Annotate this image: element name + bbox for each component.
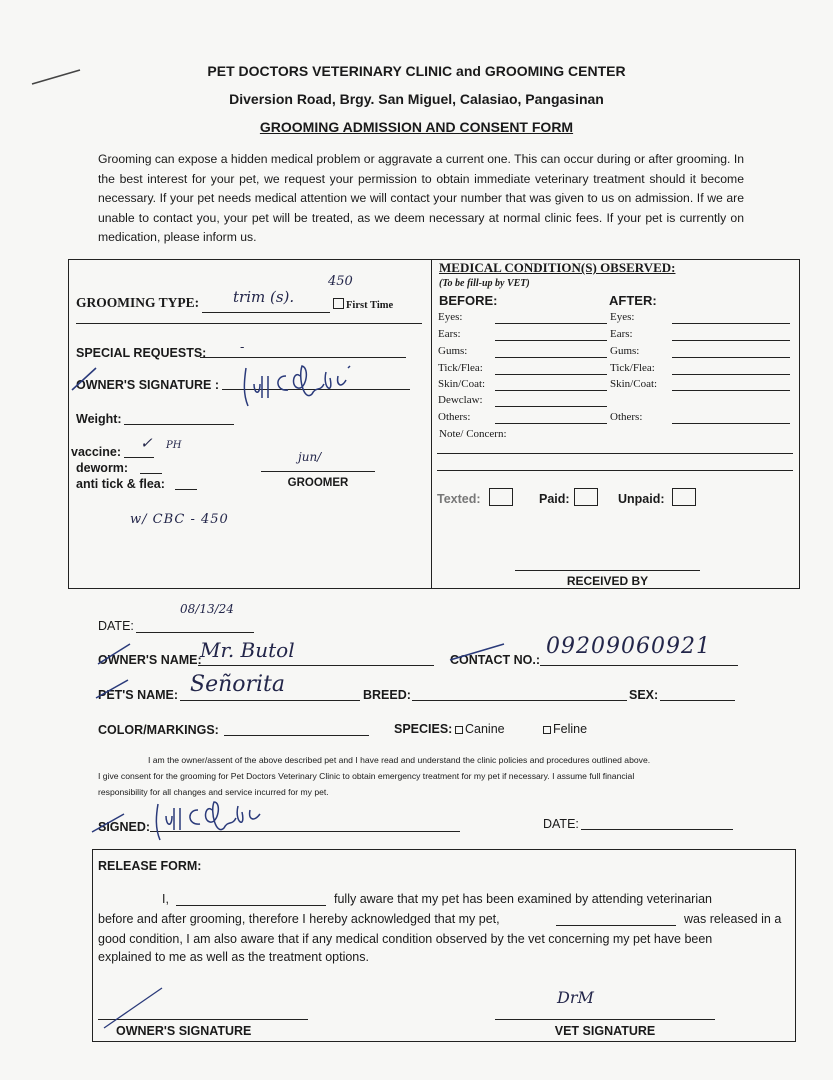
special-requests-label: SPECIAL REQUESTS: bbox=[76, 346, 207, 360]
grooming-type-line bbox=[202, 312, 330, 313]
before-field-label: Others: bbox=[438, 411, 471, 423]
release-line-4: explained to me as well as the treatment options. bbox=[98, 950, 369, 964]
after-field-line[interactable] bbox=[672, 423, 790, 424]
after-field-line[interactable] bbox=[672, 390, 790, 391]
groomer-line bbox=[261, 471, 375, 472]
first-time-label: First Time bbox=[346, 300, 394, 311]
after-field-label: Others: bbox=[610, 411, 643, 423]
paid-label: Paid: bbox=[539, 492, 570, 506]
special-requests-value[interactable]: - bbox=[240, 340, 245, 355]
first-time-option[interactable] bbox=[333, 298, 393, 311]
signed-signature-scribble[interactable] bbox=[150, 800, 300, 844]
release-line-3: good condition, I am also aware that if any medical condition observed by the vet concerning my pet have been bbox=[98, 932, 713, 946]
box-divider bbox=[431, 260, 432, 589]
after-field-label: Skin/Coat: bbox=[610, 378, 658, 390]
date-label: DATE: bbox=[98, 619, 134, 633]
signed-tick bbox=[90, 810, 130, 836]
groomer-initials[interactable]: jun/ bbox=[298, 450, 322, 464]
clinic-address: Diversion Road, Brgy. San Miguel, Calasiao, Pangasinan bbox=[229, 91, 604, 107]
consent-line-2: I give consent for the grooming for Pet Doctors Veterinary Clinic to obtain emergency treatment for my pet if necessary. I assume full financial bbox=[98, 771, 635, 781]
checkmark-stroke bbox=[70, 364, 100, 394]
consent-line-1: I am the owner/assent of the above described pet and I have read and understand the clinic policies and procedures outlined above. bbox=[148, 755, 651, 765]
after-field-line[interactable] bbox=[672, 357, 790, 358]
date-value[interactable]: 08/13/24 bbox=[180, 602, 234, 616]
owner-signature-release-label: OWNER'S SIGNATURE bbox=[116, 1024, 252, 1038]
received-by-label: RECEIVED BY bbox=[566, 574, 649, 588]
unpaid-label: Unpaid: bbox=[618, 492, 665, 506]
date2-label: DATE: bbox=[543, 817, 579, 831]
clinic-name: PET DOCTORS VETERINARY CLINIC and GROOMING CENTER bbox=[207, 63, 626, 79]
before-field-label: Ears: bbox=[438, 328, 461, 340]
before-field-line[interactable] bbox=[495, 406, 607, 407]
breed-label: BREED: bbox=[363, 688, 411, 702]
release-name-line[interactable] bbox=[176, 905, 326, 906]
anti-tick-line bbox=[175, 489, 197, 490]
deworm-label: deworm: bbox=[76, 461, 129, 475]
release-line2-post: was released in a bbox=[684, 912, 782, 926]
before-field-label: Gums: bbox=[438, 345, 468, 357]
owner-name-tick bbox=[96, 640, 136, 670]
species-label: SPECIES: bbox=[394, 722, 453, 736]
owner-signature-scribble[interactable] bbox=[238, 362, 378, 414]
note-line-2[interactable] bbox=[437, 470, 793, 471]
feline-checkbox[interactable] bbox=[543, 726, 551, 734]
before-field-label: Eyes: bbox=[438, 311, 463, 323]
weight-label: Weight: bbox=[76, 412, 122, 426]
pet-name-line bbox=[180, 700, 360, 701]
grooming-extra-line bbox=[76, 323, 422, 324]
intro-paragraph: Grooming can expose a hidden medical problem or aggravate a current one. This can occur during or after grooming. In the best interest for your pet, we request your permission to obtain immediate veterinary treatment should it become necessary. If your pet needs medical attention we will contact your number that was given to us on admission. If we are unable to contact you, your pet will be treated, as we deem necessary at normal clinic fees. If your pet is currently on medication, please inform us. bbox=[98, 152, 744, 245]
price-note: 450 bbox=[328, 274, 353, 289]
before-field-line[interactable] bbox=[495, 357, 607, 358]
after-field-label: Ears: bbox=[610, 328, 633, 340]
release-title: RELEASE FORM: bbox=[98, 859, 202, 873]
vaccine-line bbox=[124, 457, 154, 458]
unpaid-checkbox[interactable] bbox=[672, 488, 696, 506]
before-field-line[interactable] bbox=[495, 423, 607, 424]
texted-checkbox[interactable] bbox=[489, 488, 513, 506]
before-field-line[interactable] bbox=[495, 390, 607, 391]
contact-line bbox=[540, 665, 738, 666]
texted-label: Texted: bbox=[437, 492, 481, 506]
medical-title: MEDICAL CONDITION(S) OBSERVED: bbox=[439, 260, 676, 275]
medical-subtitle: (To be fill-up by VET) bbox=[439, 278, 530, 289]
consent-line-3: responsibility for all changes and service incurred for my pet. bbox=[98, 787, 329, 797]
release-line1-pre: I, bbox=[162, 892, 169, 906]
canine-checkbox[interactable] bbox=[455, 726, 463, 734]
vet-signature-label: VET SIGNATURE bbox=[554, 1024, 656, 1038]
before-field-line[interactable] bbox=[495, 340, 607, 341]
color-markings-line[interactable] bbox=[224, 735, 369, 736]
after-field-line[interactable] bbox=[672, 340, 790, 341]
before-field-label: Dewclaw: bbox=[438, 394, 483, 406]
extra-handwritten-note: w/ CBC - 450 bbox=[130, 512, 229, 527]
release-line1-post: fully aware that my pet has been examined by attending veterinarian bbox=[334, 892, 713, 906]
contact-tick bbox=[448, 640, 508, 664]
groomer-label: GROOMER bbox=[287, 477, 349, 489]
release-pet-line[interactable] bbox=[556, 925, 676, 926]
signed-label: SIGNED: bbox=[98, 820, 151, 834]
vaccine-label: vaccine: bbox=[71, 445, 122, 459]
after-field-label: Gums: bbox=[610, 345, 640, 357]
date2-line[interactable] bbox=[581, 829, 733, 830]
feline-option[interactable] bbox=[543, 722, 587, 736]
vet-sig-line[interactable] bbox=[495, 1019, 715, 1020]
contact-value[interactable]: 09209060921 bbox=[546, 634, 711, 659]
vet-initials[interactable]: DrM bbox=[557, 988, 594, 1007]
before-field-label: Tick/Flea: bbox=[438, 362, 483, 374]
date-line bbox=[136, 632, 254, 633]
pet-name-label: PET'S NAME: bbox=[98, 688, 179, 702]
deworm-line bbox=[140, 473, 162, 474]
feline-label: Feline bbox=[553, 722, 588, 736]
before-field-line[interactable] bbox=[495, 374, 607, 375]
anti-tick-label: anti tick & flea: bbox=[76, 477, 165, 491]
pet-name-value[interactable]: Señorita bbox=[190, 672, 286, 697]
before-field-line[interactable] bbox=[495, 323, 607, 324]
weight-line bbox=[124, 424, 234, 425]
breed-line[interactable] bbox=[412, 700, 627, 701]
after-field-label: Tick/Flea: bbox=[610, 362, 655, 374]
color-markings-label: COLOR/MARKINGS: bbox=[98, 723, 219, 737]
special-requests-line bbox=[200, 357, 406, 358]
vaccine-note: PH bbox=[166, 440, 182, 451]
grooming-type-value[interactable]: trim (s). bbox=[233, 288, 295, 306]
note-concern-label: Note/ Concern: bbox=[439, 428, 507, 440]
note-line-1[interactable] bbox=[437, 453, 793, 454]
release-line2-pre: before and after grooming, therefore I hereby acknowledged that my pet, bbox=[98, 912, 500, 926]
after-label: AFTER: bbox=[609, 293, 657, 308]
canine-option[interactable] bbox=[455, 722, 505, 736]
paid-checkbox[interactable] bbox=[574, 488, 598, 506]
vaccine-check[interactable]: ✓ bbox=[140, 434, 153, 452]
contact-label: CONTACT NO.: bbox=[450, 653, 541, 667]
received-by-line bbox=[515, 570, 700, 571]
canine-label: Canine bbox=[465, 722, 505, 736]
owner-name-label: OWNER'S NAME: bbox=[98, 653, 202, 667]
pet-name-tick bbox=[94, 676, 134, 702]
owner-signature-label: OWNER'S SIGNATURE : bbox=[76, 378, 220, 392]
after-field-label: Eyes: bbox=[610, 311, 635, 323]
sex-label: SEX: bbox=[629, 688, 659, 702]
owner-name-line bbox=[198, 665, 434, 666]
grooming-type-label: GROOMING TYPE: bbox=[76, 295, 200, 310]
pen-stroke-mark bbox=[30, 66, 90, 86]
owner-name-value[interactable]: Mr. Butol bbox=[200, 638, 295, 662]
before-field-label: Skin/Coat: bbox=[438, 378, 486, 390]
sex-line[interactable] bbox=[660, 700, 735, 701]
before-label: BEFORE: bbox=[439, 293, 498, 308]
first-time-checkbox[interactable] bbox=[333, 298, 344, 309]
after-field-line[interactable] bbox=[672, 374, 790, 375]
form-title: GROOMING ADMISSION AND CONSENT FORM bbox=[259, 119, 574, 135]
after-field-line[interactable] bbox=[672, 323, 790, 324]
